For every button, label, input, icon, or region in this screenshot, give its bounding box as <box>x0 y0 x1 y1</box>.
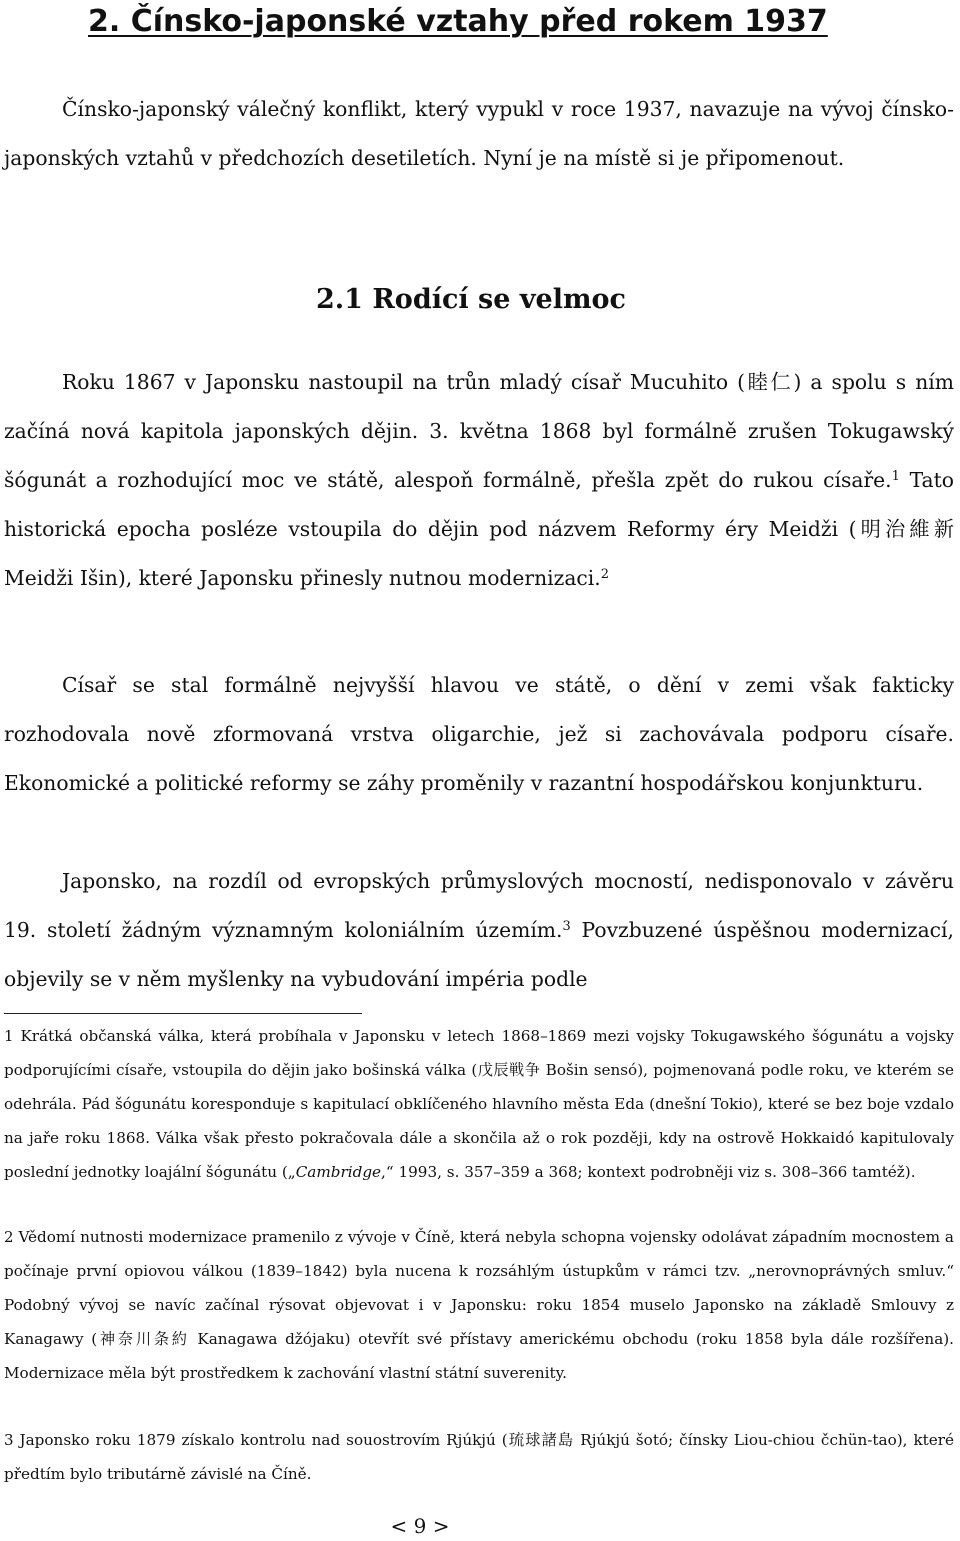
paragraph-2 <box>4 661 954 808</box>
footnote-2 <box>4 1220 954 1390</box>
para1-text-c: Tato historická epocha posléze vstoupila do dějin pod názvem Reformy éry Meidži ( <box>4 468 954 541</box>
footnote-1-text-c: ,“ 1993, s. 357–359 a 368; kontext podrobněji viz s. 308–366 tamtéž). <box>381 1163 916 1181</box>
footnote-1-text-a: Krátká občanská válka, která probíhala v Japonsku v letech 1868–1869 mezi vojsky Tokugawského šógunátu a vojsky podporujícími císaře, vstoupila do dějin jako bošinská válka ( <box>4 1027 954 1079</box>
footnote-2-number: 2 <box>4 1228 14 1246</box>
para1-text-d: Meidži Išin), které Japonsku přinesly nutnou modernizaci. <box>4 566 601 590</box>
footnote-2-text-b: Kanagawa džójaku) otevřít své přístavy americkému obchodu (roku 1858 byla dále rozšířena). Modernizace měla být prostředkem k zachování vlastní státní suverenity. <box>4 1330 955 1382</box>
footnote-1-italic-source: Cambridge <box>295 1163 382 1181</box>
footnote-3-text-b: Rjúkjú šotó; čínsky Liou-chiou čchün-tao), které předtím bylo tributárně závislé na Číně. <box>4 1431 955 1483</box>
footnote-1 <box>4 1019 954 1189</box>
footnote-3-cjk: 琉球諸島 <box>507 1431 575 1449</box>
footnote-divider <box>4 1013 362 1014</box>
footnote-ref-2[interactable]: 2 <box>600 566 610 582</box>
paragraph-3 <box>4 857 954 1004</box>
chapter-heading: 2. Čínsko-japonské vztahy před rokem 1937 <box>88 4 828 39</box>
para1-text-a: Roku 1867 v Japonsku nastoupil na trůn mladý císař Mucuhito ( <box>62 370 746 394</box>
footnote-2-cjk: 神奈川条約 <box>97 1330 190 1348</box>
footnote-3 <box>4 1423 954 1491</box>
page-number: < 9 > <box>390 1514 450 1538</box>
footnote-1-text-b: Bošin sensó), pojmenovaná podle roku, ve kterém se odehrála. Pád šógunátu koresponduje s kapitulací obklíčeného hlavního města Eda (dnešní Tokio), které se bez boje vzdalo na jaře roku 1868. Válka však přesto pokračovala dále a skončila až o rok později, kdy na ostrově Hokkaidó kapitulovaly poslední jednotky loajální šógunátu („ <box>4 1061 955 1181</box>
footnote-1-cjk: 戊辰戦争 <box>477 1061 541 1079</box>
footnote-1-number: 1 <box>4 1027 14 1045</box>
intro-text: Čínsko-japonský válečný konflikt, který vypukl v roce 1937, navazuje na vývoj čínsko-japonských vztahů v předchozích desetiletích. Nyní je na místě si je připomenout. <box>4 97 954 170</box>
para1-text-b: ) a spolu s ním začíná nová kapitola japonských dějin. 3. května 1868 byl formálně zrušen Tokugawský šógunát a rozhodující moc ve státě, alespoň formálně, přešla zpět do rukou císaře. <box>4 370 954 492</box>
paragraph-1 <box>4 358 954 603</box>
footnote-ref-3[interactable]: 3 <box>562 918 571 934</box>
footnote-2-text-a: Vědomí nutnosti modernizace pramenilo z vývoje v Číně, která nebyla schopna vojensky odolávat západním mocnostem a počínaje první opiovou válkou (1839–1842) byla nucena k rozsáhlým ústupkům v rámci tzv. „nerovnoprávných smluv.“ Podobný vývoj se navíc začínal rýsovat objevovat i v Japonsku: roku 1854 muselo Japonsko na základě Smlouvy z Kanagawy ( <box>4 1228 954 1348</box>
para3-text-a: Japonsko, na rozdíl od evropských průmyslových mocností, nedisponovalo v závěru 19. století žádným významným koloniálním územím. <box>4 869 954 942</box>
para1-cjk-2: 明治維新 <box>856 517 954 541</box>
para2-text: Císař se stal formálně nejvyšší hlavou ve státě, o dění v zemi však fakticky rozhodovala nově zformovaná vrstva oligarchie, jež si zachovávala podporu císaře. Ekonomické a politické reformy se záhy proměnily v razantní hospodářskou konjunkturu. <box>4 673 954 795</box>
intro-paragraph <box>4 85 954 183</box>
para3-text-b: Povzbuzené úspěšnou modernizací, objevily se v něm myšlenky na vybudování impéria podle <box>4 918 954 991</box>
footnote-3-text-a: Japonsko roku 1879 získalo kontrolu nad souostrovím Rjúkjú ( <box>13 1431 508 1449</box>
footnote-3-number: 3 <box>4 1431 14 1449</box>
para1-cjk-1: 睦仁 <box>745 370 794 394</box>
footnote-ref-1[interactable]: 1 <box>891 468 900 484</box>
section-heading: 2.1 Rodící se velmoc <box>316 284 626 315</box>
